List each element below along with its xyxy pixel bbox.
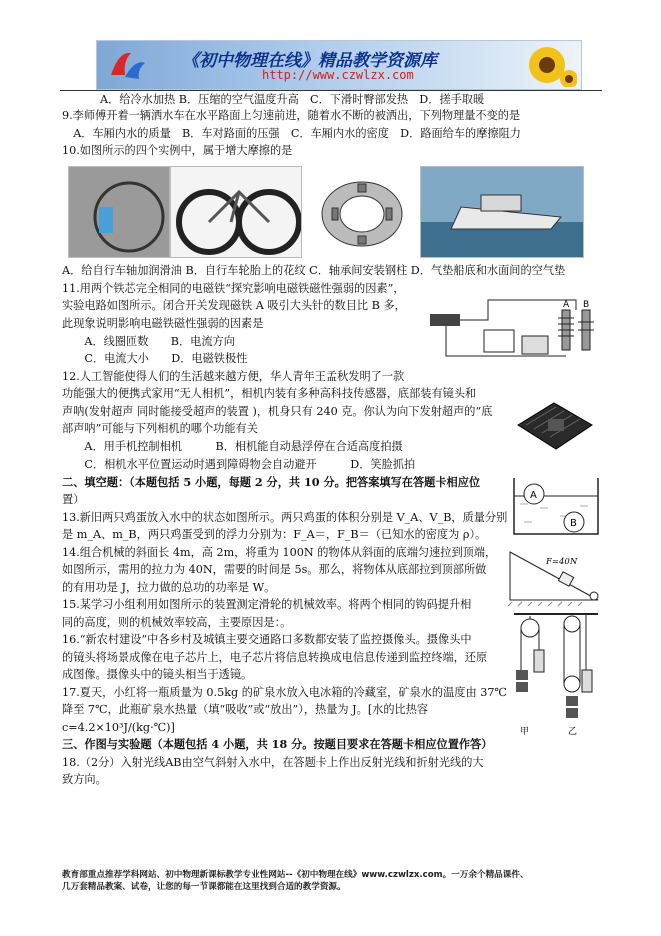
bearing-image bbox=[318, 178, 406, 250]
pulley-label-yi: 乙 bbox=[568, 727, 578, 737]
header-rule bbox=[60, 90, 602, 91]
question-11-stem-2: 实验电路如图所示。闭合开关发现磁铁 A 吸引大头针的数目比 B 多， bbox=[62, 299, 406, 312]
footer-line-1: 教育部重点推荐学科网站、初中物理新课标教学专业性网站--《初中物理在线》www.czwlzx.com。一万余个精品课件、 bbox=[62, 870, 529, 880]
incline-force-label: F=40N bbox=[546, 557, 578, 567]
pulley-label-jia: 甲 bbox=[520, 727, 530, 737]
section-3-heading: 三、作图与实验题（本题包括 4 小题，共 18 分。按题目要求在答题卡相应位置作答） bbox=[62, 737, 493, 751]
question-18-stem-1: 18.（2分）入射光线AB由空气斜射入水中，在答题卡上作出反射光线和折射光线的大 bbox=[62, 756, 484, 769]
question-8-options: A．给冷水加热 B．压缩的空气温度升高 C．下滑时臀部发热 D．搓手取暖 bbox=[100, 93, 485, 106]
banner-title: 《初中物理在线》精品教学资源库 bbox=[182, 51, 437, 71]
egg-label-b: B bbox=[570, 518, 577, 529]
section-2-heading-cont: 置） bbox=[62, 493, 85, 506]
hovercraft-photo bbox=[420, 166, 584, 258]
drone-camera-image bbox=[508, 385, 602, 465]
question-11-options-cd: C．电流大小 D．电磁铁极性 bbox=[62, 352, 248, 365]
question-15-stem-2: 同的高度，则的机械效率较高，主要原因是：。 bbox=[62, 616, 292, 629]
question-12-options-cd: C．相机水平位置运动时遇到障碍物会自动避开 D．笑脸抓拍 bbox=[62, 458, 416, 471]
question-12-options-ab: A．用手机控制相机 B．相机能自动悬浮停在合适高度拍摄 bbox=[62, 440, 403, 453]
question-11-options-ab: A．线圈匝数 B．电流方向 bbox=[62, 335, 235, 348]
question-12-stem-3: 声呐(发射超声 同时能接受超声的装置 )，机身只有 240 克。你认为向下发射超声的“底 bbox=[62, 405, 493, 418]
question-16-stem-3: 成图像。摄像头中的镜头相当于透镜。 bbox=[62, 668, 253, 681]
question-9-stem: 9.李师傅开着一辆洒水车在水平路面上匀速前进，随着水不断的被洒出，下列物理量不变的是 bbox=[62, 109, 521, 122]
circuit-label-a: A bbox=[563, 300, 570, 310]
question-16-stem-1: 16.“新农村建设”中各乡村及城镇主要交通路口多数都安装了监控摄像头。摄像头中 bbox=[62, 633, 472, 646]
question-14-stem-2: 如图所示，需用的拉力为 40N，需要的时间是 5s。那么，将物体从底部拉到顶部所做 bbox=[62, 563, 487, 576]
eggs-in-water-diagram bbox=[510, 476, 602, 538]
question-18-stem-2: 致方向。 bbox=[62, 773, 107, 786]
question-12-stem-4: 部声呐”可能与下列相机的哪个功能有关 bbox=[62, 422, 258, 435]
question-15-stem-1: 15.某学习小组利用如图所示的装置测定滑轮的机械效率。将两个相同的钩码提升相 bbox=[62, 598, 472, 611]
sunflower-icon bbox=[517, 43, 577, 87]
question-17-stem-3: c=4.2×10³J/(kg·℃)] bbox=[62, 721, 175, 734]
question-17-stem-1: 17.夏天，小红将一瓶质量为 0.5kg 的矿泉水放入电冰箱的冷藏室，矿泉水的温度由 37℃ bbox=[62, 686, 507, 699]
footer-line-2: 几万套精品教案、试卷，让您的每一节课都能在这里找到合适的教学资源。 bbox=[62, 882, 346, 892]
question-11-stem-1: 11.用两个铁芯完全相同的电磁铁“探究影响电磁铁磁性强弱的因素”， bbox=[62, 282, 405, 295]
egg-label-a: A bbox=[530, 490, 537, 501]
question-11-stem-3: 此现象说明影响电磁铁磁性强弱的因素是 bbox=[62, 317, 264, 330]
question-13-stem-1: 13.新旧两只鸡蛋放入水中的状态如图所示。两只鸡蛋的体积分别是 V_A、V_B，质量分别 bbox=[62, 511, 508, 524]
question-13-stem-2: 是 m_A、m_B，两只鸡蛋受到的浮力分别为：F_A＝，F_B＝（已知水的密度为 ρ）。 bbox=[62, 528, 487, 541]
circuit-label-b: B bbox=[583, 300, 590, 310]
section-2-heading: 二、填空题：（本题包括 5 小题，每题 2 分，共 10 分。把答案填写在答题卡相应位 bbox=[62, 475, 481, 489]
pulley-diagram bbox=[512, 610, 602, 738]
question-10-stem: 10.如图所示的四个实例中，属于增大摩擦的是 bbox=[62, 144, 293, 157]
question-14-stem-3: 的有用功是 J，拉力做的总功的功率是 W。 bbox=[62, 581, 276, 594]
bike-oil-photo bbox=[68, 166, 170, 258]
question-10-options: A．给自行车轴加润滑油 B．自行车轮胎上的花纹 C．轴承间安装钢柱 D．气垫船底和水面间的空气垫 bbox=[62, 264, 566, 277]
incline-diagram bbox=[508, 548, 602, 606]
question-17-stem-2: 降至 7℃，此瓶矿泉水热量（填“吸收”或“放出”），热量为 J。[水的比热容 bbox=[62, 703, 429, 716]
banner-url: http://www.czwlzx.com bbox=[262, 68, 414, 82]
electromagnet-circuit-diagram bbox=[426, 296, 604, 368]
site-logo-icon bbox=[105, 45, 149, 85]
question-16-stem-2: 的镜头将场景成像在电子芯片上，电子芯片将信息转换成电信息传递到监控终端，还原 bbox=[62, 651, 488, 664]
question-9-options: A．车厢内水的质量 B．车对路面的压强 C．车厢内水的密度 D．路面给车的摩擦阻力 bbox=[62, 127, 521, 140]
question-14-stem-1: 14.组合机械的斜面长 4m，高 2m，将重为 100N 的物体从斜面的底端匀速拉到顶端， bbox=[62, 546, 497, 559]
question-12-stem-1: 12.人工智能使得人们的生活越来越方便，华人青年王孟秋发明了一款 bbox=[62, 370, 405, 383]
bike-tire-photo bbox=[170, 166, 302, 258]
header-banner bbox=[96, 40, 582, 90]
question-12-stem-2: 功能强大的便携式家用“无人相机”，相机内装有多种高科技传感器，底部装有镜头和 bbox=[62, 387, 477, 400]
